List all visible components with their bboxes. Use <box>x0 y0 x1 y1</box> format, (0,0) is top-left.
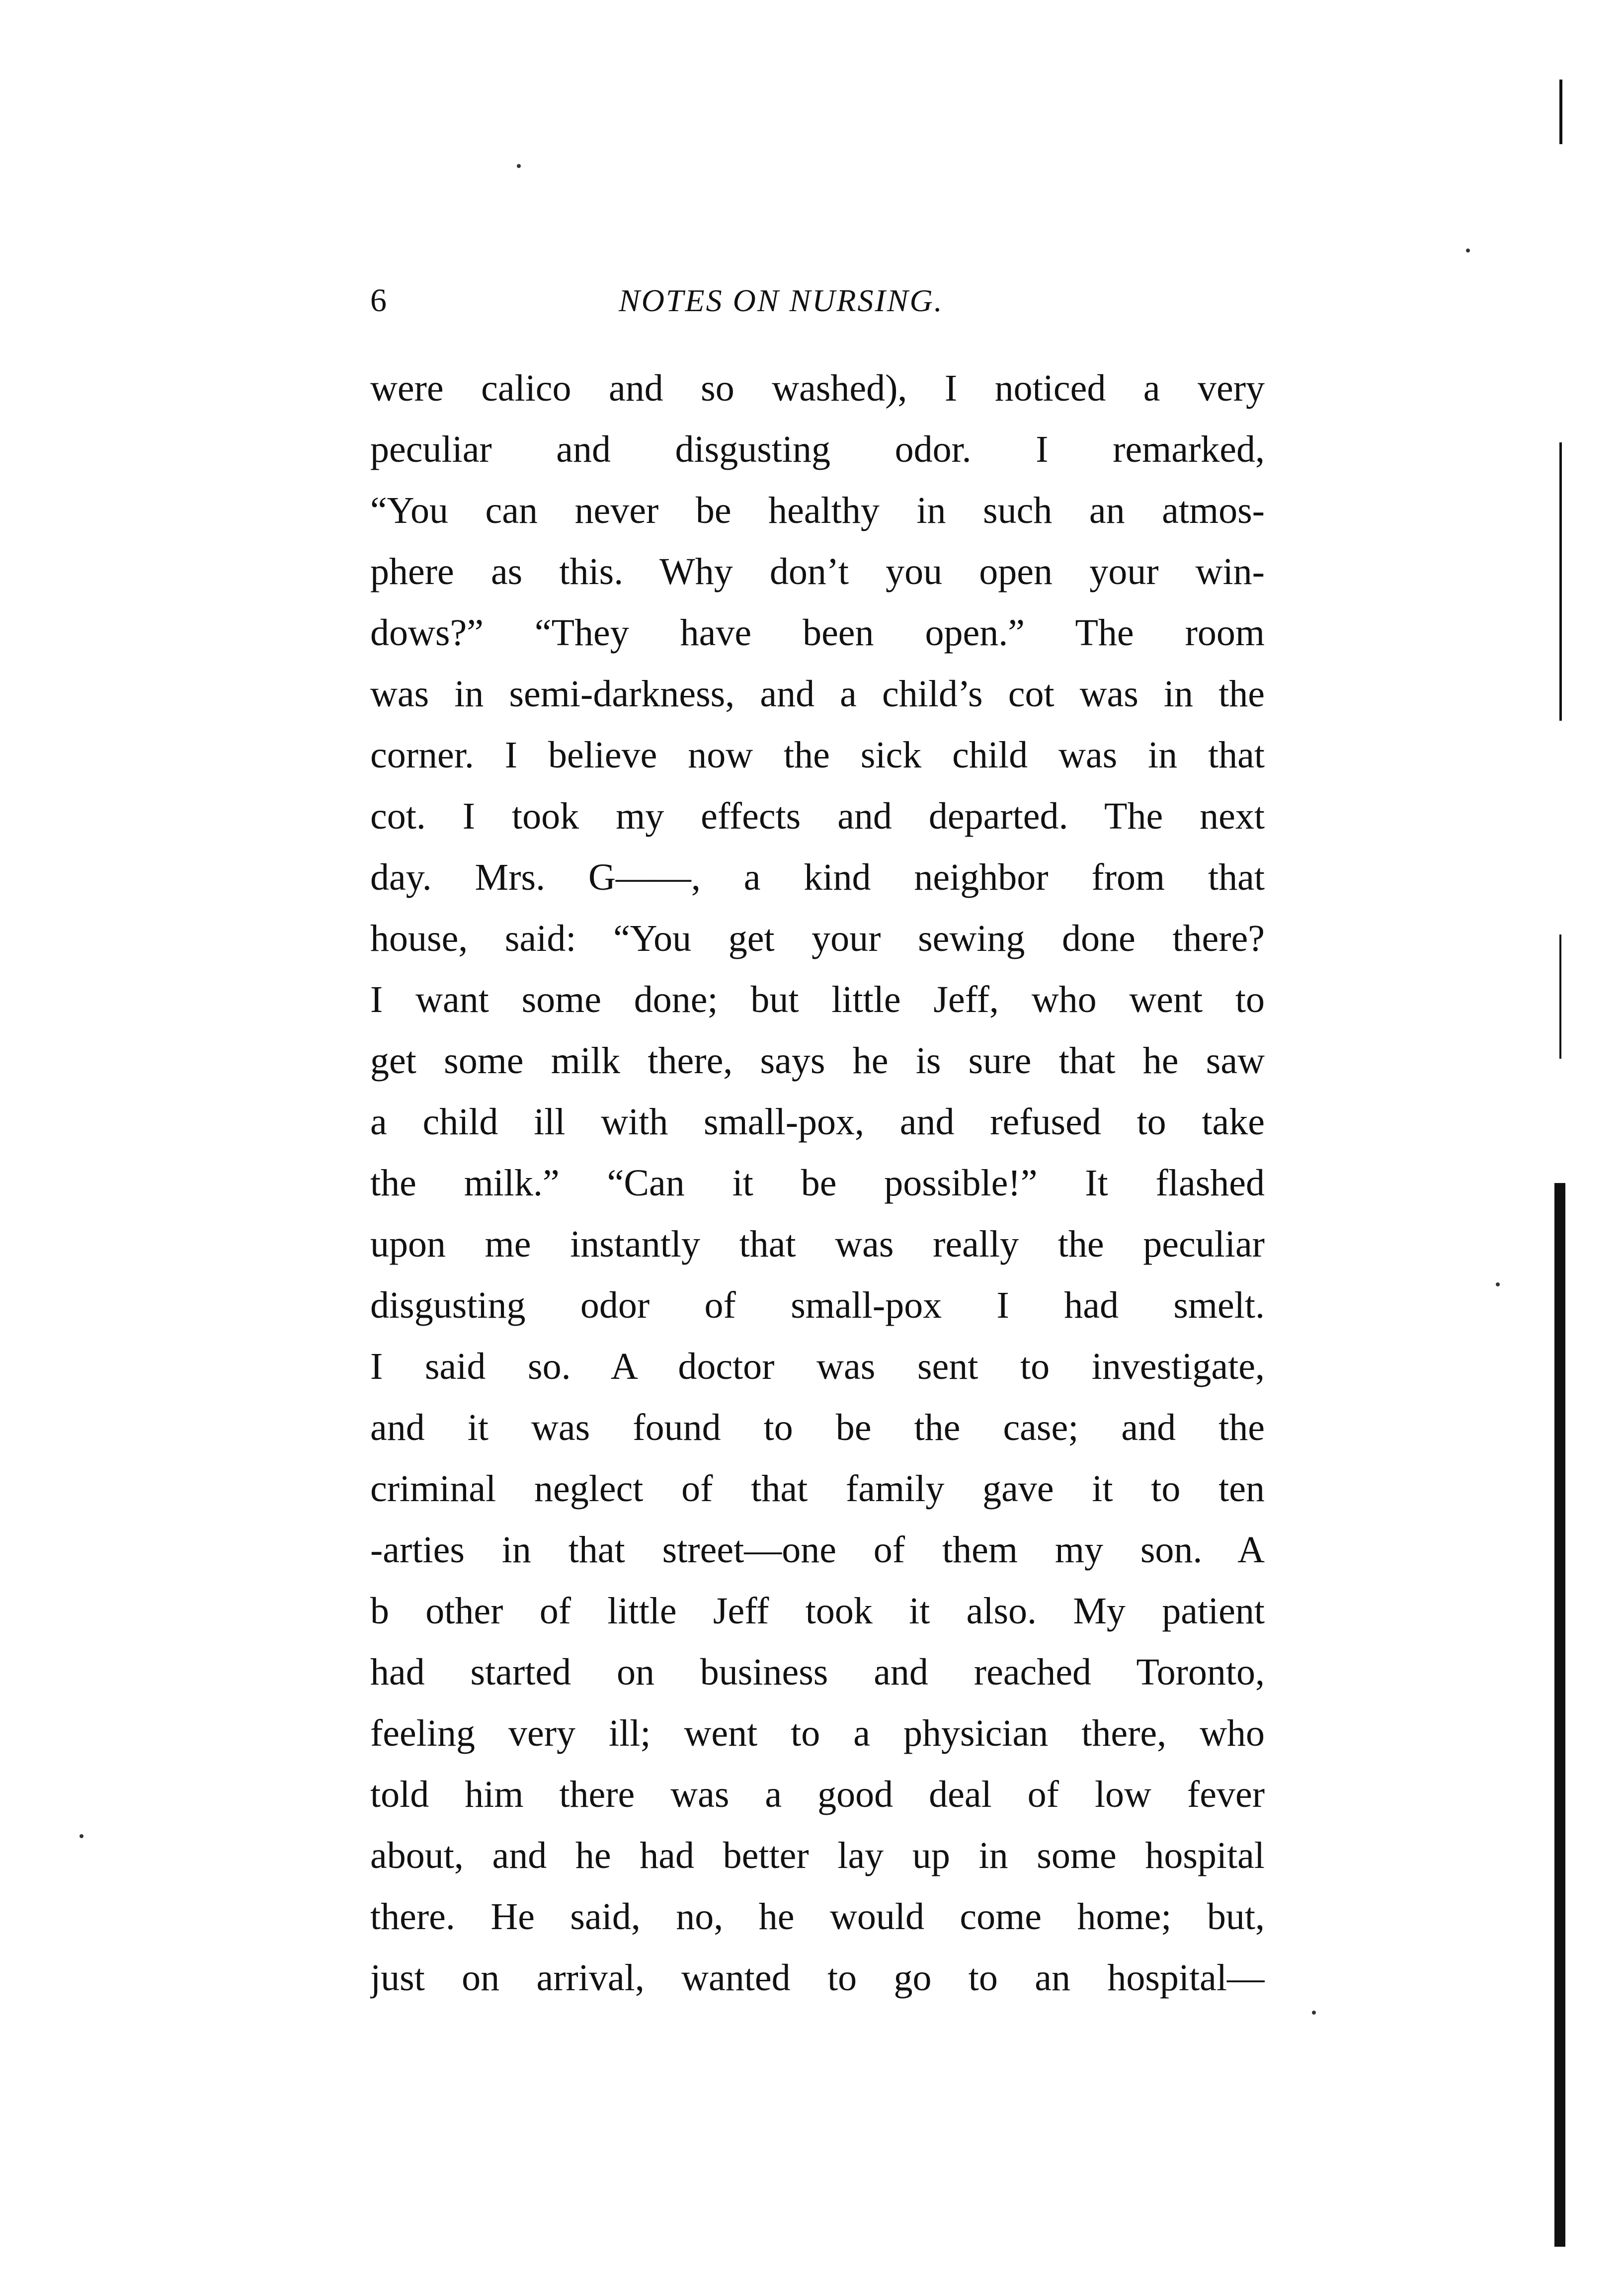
scan-speck <box>517 164 521 168</box>
text-line: house, said: “You get your sewing done there? <box>370 918 1265 959</box>
text-line: and it was found to be the case; and the <box>370 1407 1265 1448</box>
text-line: had started on business and reached Toronto, <box>370 1651 1265 1693</box>
text-line: about, and he had better lay up in some hospital <box>370 1835 1265 1876</box>
scan-speck <box>1466 249 1470 253</box>
scan-speck <box>1312 2011 1316 2015</box>
scan-edge-mark <box>1559 442 1562 721</box>
text-line: was in semi-darkness, and a child’s cot was in the <box>370 673 1265 715</box>
scan-speck <box>80 1834 83 1838</box>
text-line: the milk.” “Can it be possible!” It flashed <box>370 1162 1265 1204</box>
text-line: there. He said, no, he would come home; but, <box>370 1896 1265 1938</box>
text-line: upon me instantly that was really the peculiar <box>370 1223 1265 1265</box>
page-header <box>370 278 1016 323</box>
text-line: feeling very ill; went to a physician there, who <box>370 1712 1265 1754</box>
text-line: cot. I took my effects and departed. The next <box>370 795 1265 837</box>
text-line: peculiar and disgusting odor. I remarked, <box>370 428 1265 470</box>
text-line: phere as this. Why don’t you open your win- <box>370 551 1265 592</box>
text-line: -arties in that street—one of them my son. A <box>370 1529 1265 1571</box>
text-line: were calico and so washed), I noticed a very <box>370 367 1265 409</box>
text-line: b other of little Jeff took it also. My patient <box>370 1590 1265 1632</box>
text-line: I want some done; but little Jeff, who went to <box>370 979 1265 1020</box>
text-line: just on arrival, wanted to go to an hospital— <box>370 1957 1265 1999</box>
page-number: 6 <box>370 282 387 319</box>
text-line: dows?” “They have been open.” The room <box>370 612 1265 654</box>
text-line: “You can never be healthy in such an atmos- <box>370 490 1265 531</box>
scan-edge-mark <box>1559 934 1561 1059</box>
text-line: a child ill with small-pox, and refused to take <box>370 1101 1265 1143</box>
scan-speck <box>1496 1282 1500 1286</box>
scan-edge-mark <box>1554 1183 1565 2247</box>
body-text <box>370 358 1265 2009</box>
text-line: disgusting odor of small-pox I had smelt. <box>370 1284 1265 1326</box>
text-line: day. Mrs. G——, a kind neighbor from that <box>370 856 1265 898</box>
text-line: corner. I believe now the sick child was in that <box>370 734 1265 776</box>
running-title: NOTES ON NURSING. <box>619 283 944 318</box>
text-line: told him there was a good deal of low fever <box>370 1774 1265 1815</box>
text-line: criminal neglect of that family gave it to ten <box>370 1468 1265 1510</box>
text-line: get some milk there, says he is sure that he saw <box>370 1040 1265 1082</box>
text-line: I said so. A doctor was sent to investigate, <box>370 1346 1265 1387</box>
scan-edge-mark <box>1559 80 1562 144</box>
